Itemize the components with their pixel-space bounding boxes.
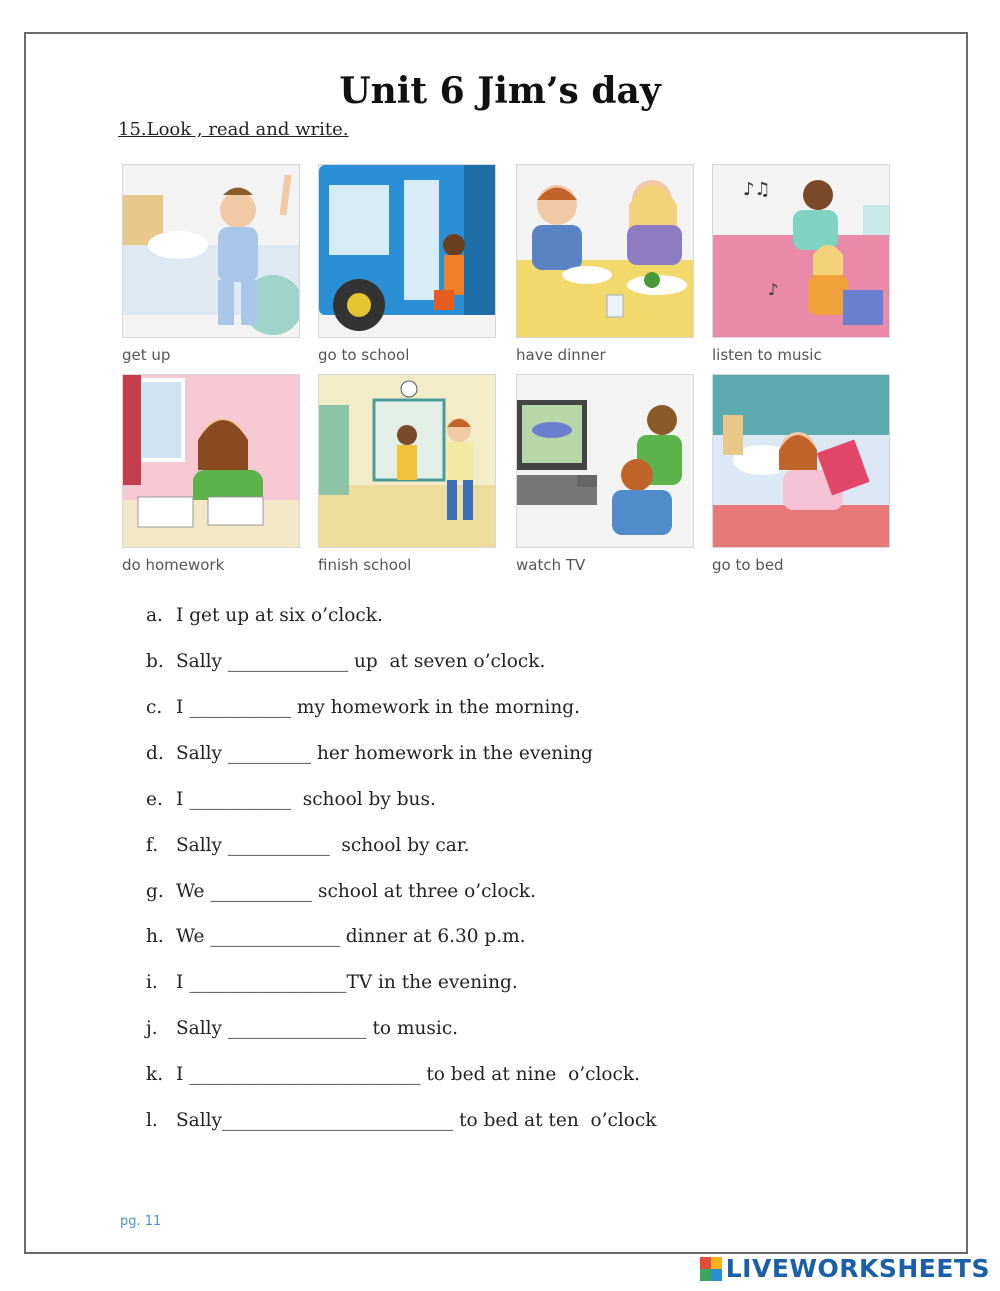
caption: do homework — [122, 556, 225, 574]
question-c[interactable]: c. I ___________ my homework in the morning. — [146, 697, 581, 718]
caption: go to bed — [712, 556, 784, 574]
picture-cell-go-to-bed — [712, 374, 890, 574]
page-number: pg. 11 — [120, 1214, 162, 1229]
liveworksheets-logo-icon — [700, 1257, 722, 1281]
watch-tv-picture — [516, 374, 694, 548]
listen-to-music-picture — [712, 164, 890, 338]
question-i[interactable]: i. I _________________TV in the evening. — [146, 972, 518, 993]
brand — [700, 1254, 990, 1283]
question-e[interactable]: e. I ___________ school by bus. — [146, 789, 436, 810]
picture-cell-have-dinner — [516, 164, 694, 364]
picture-cell-get-up — [122, 164, 300, 364]
picture-cell-do-homework — [122, 374, 300, 574]
caption: watch TV — [516, 556, 586, 574]
go-to-school-picture — [318, 164, 496, 338]
do-homework-picture — [122, 374, 300, 548]
question-d[interactable]: d. Sally _________ her homework in the evening — [146, 743, 593, 764]
page-title: Unit 6 Jim’s day — [339, 70, 661, 112]
brand-name: LIVEWORKSHEETS — [725, 1254, 990, 1283]
svg-text:♪♫: ♪♫ — [743, 179, 771, 200]
question-h[interactable]: h. We ______________ dinner at 6.30 p.m. — [146, 926, 526, 947]
picture-cell-watch-tv — [516, 374, 694, 574]
question-b[interactable]: b. Sally _____________ up at seven o’clock. — [146, 651, 546, 672]
have-dinner-picture — [516, 164, 694, 338]
caption: go to school — [318, 346, 410, 364]
picture-cell-finish-school — [318, 374, 496, 574]
question-j[interactable]: j. Sally _______________ to music. — [146, 1018, 459, 1039]
get-up-picture — [122, 164, 300, 338]
caption: get up — [122, 346, 171, 364]
svg-text:♪: ♪ — [768, 280, 779, 299]
instruction: 15.Look , read and write. — [118, 119, 349, 140]
picture-cell-go-to-school — [318, 164, 496, 364]
question-k[interactable]: k. I _________________________ to bed at nine o’clock. — [146, 1064, 640, 1085]
caption: listen to music — [712, 346, 822, 364]
finish-school-picture — [318, 374, 496, 548]
question-g[interactable]: g. We ___________ school at three o’clock. — [146, 881, 537, 902]
caption: have dinner — [516, 346, 606, 364]
picture-cell-listen-to-music — [712, 164, 890, 364]
go-to-bed-picture — [712, 374, 890, 548]
question-f[interactable]: f. Sally ___________ school by car. — [146, 835, 470, 856]
question-a: a. I get up at six o’clock. — [146, 605, 383, 626]
question-l[interactable]: l. Sally_________________________ to bed at ten o’clock — [146, 1110, 657, 1131]
caption: finish school — [318, 556, 412, 574]
